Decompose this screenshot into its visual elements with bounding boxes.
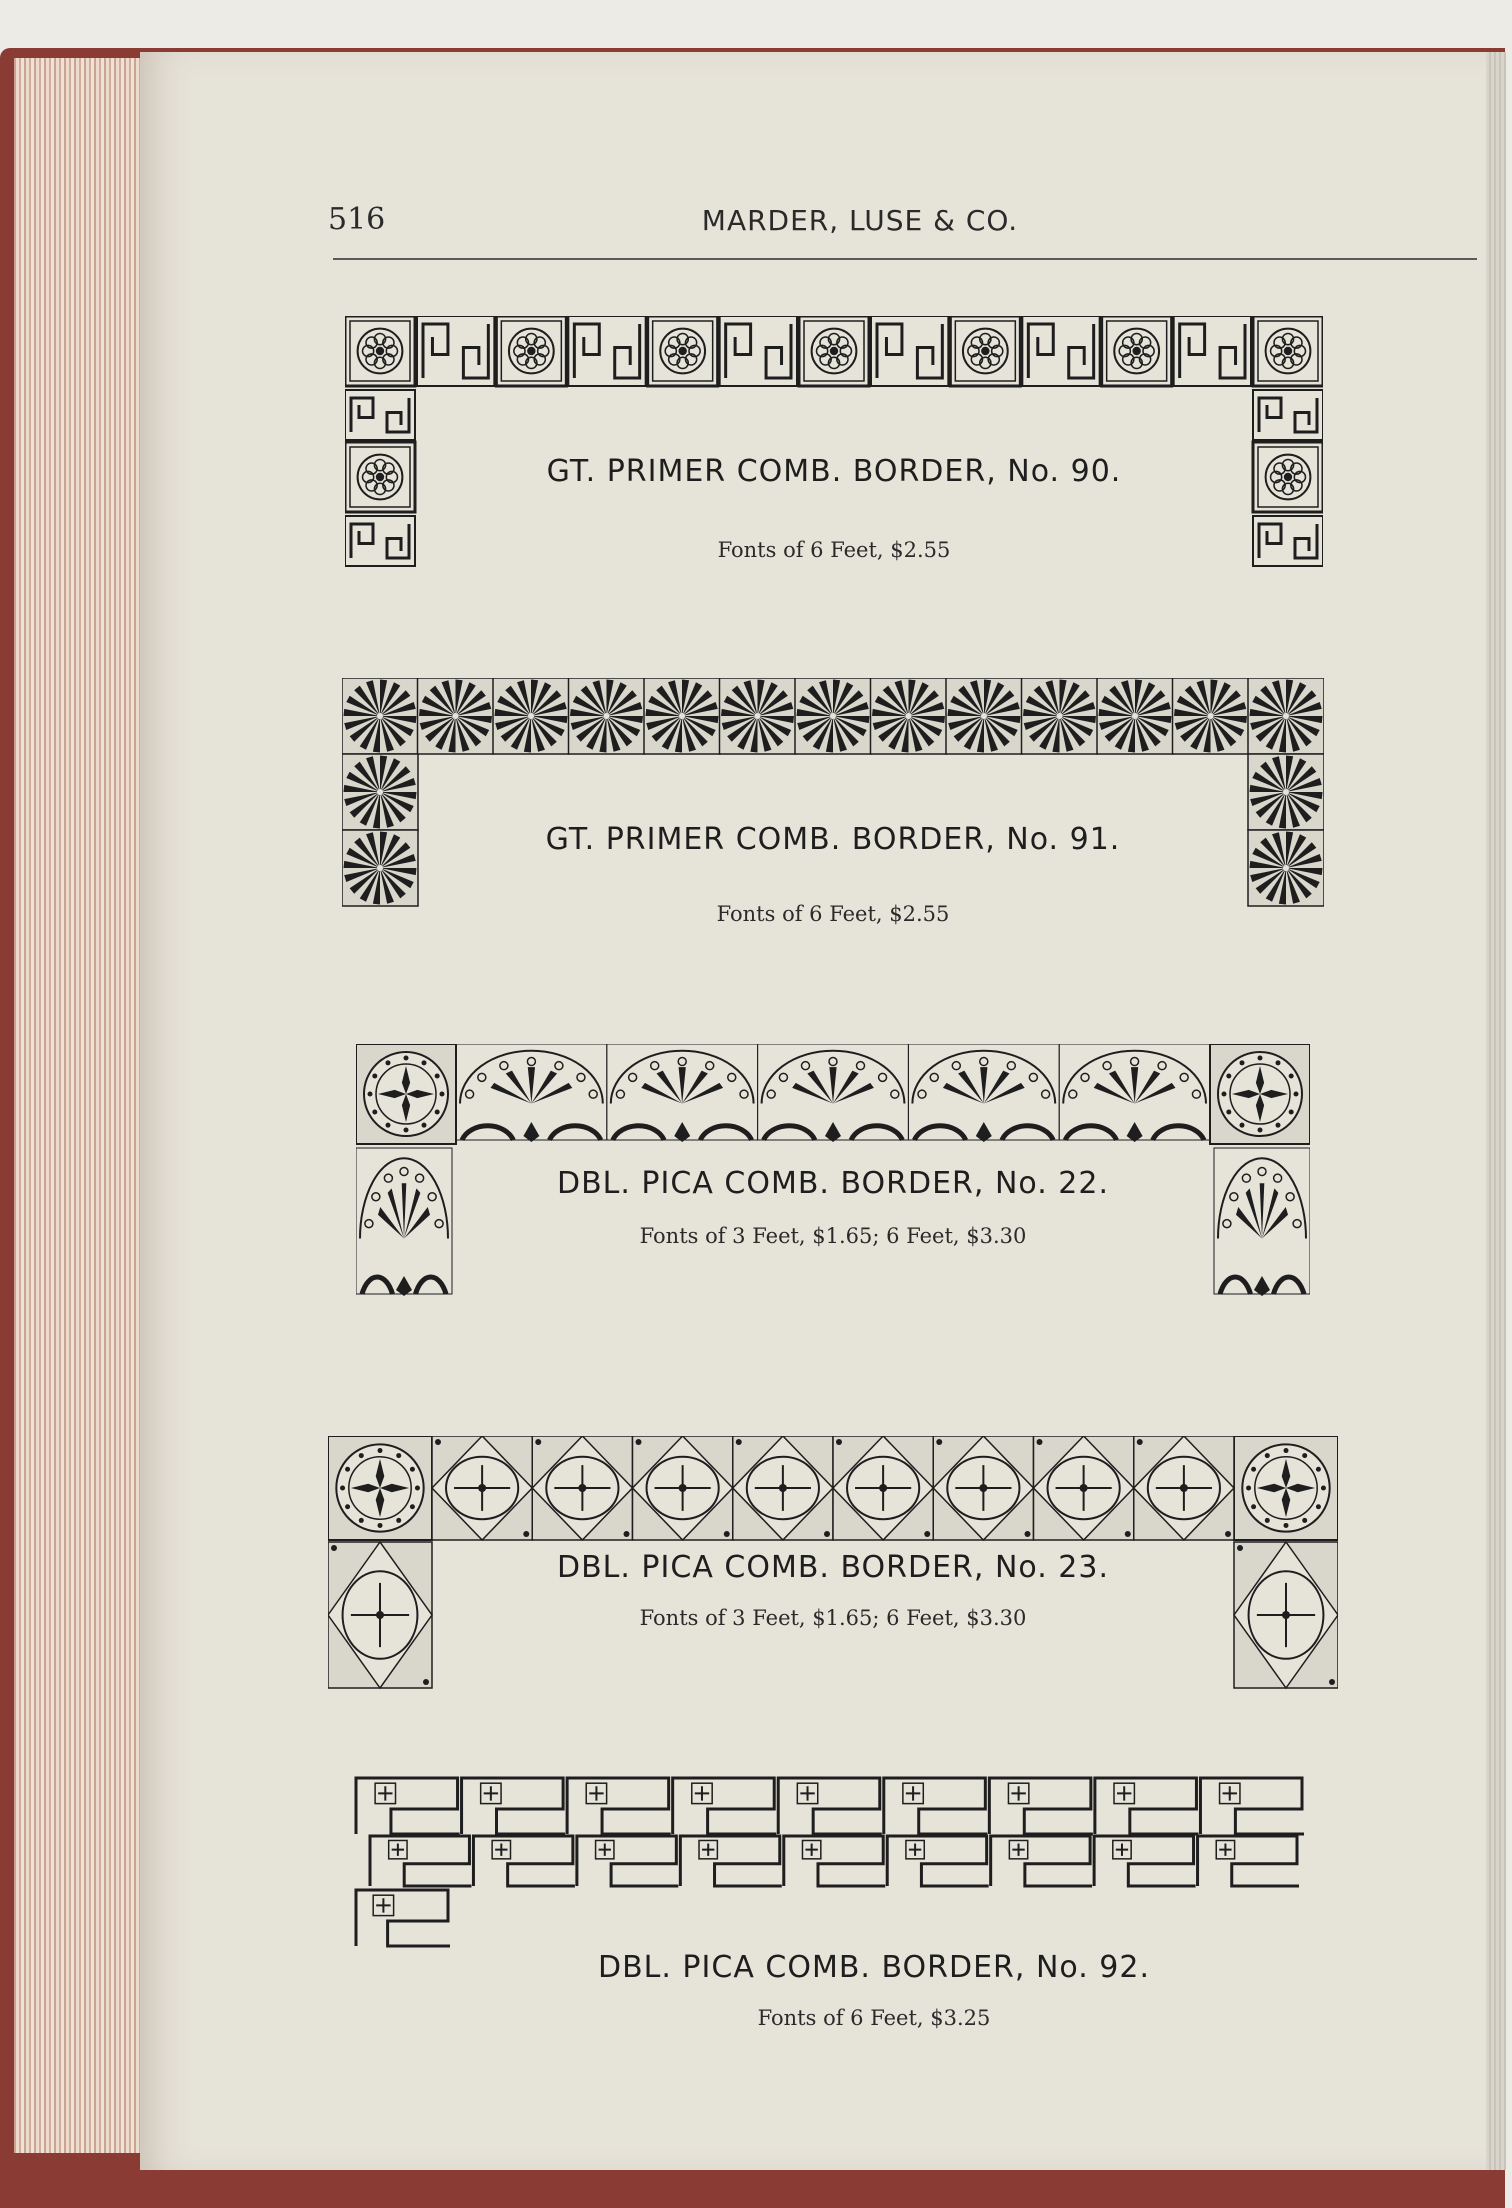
- border-ornament-92: [354, 1776, 1314, 2038]
- specimen-title: GT. PRIMER COMB. BORDER, No. 91.: [545, 822, 1121, 857]
- border-specimen-90: [345, 316, 1323, 596]
- border-specimen-23: [328, 1436, 1338, 1694]
- page-edges: [14, 58, 146, 2153]
- specimen-price: Fonts of 3 Feet, $1.65; 6 Feet, $3.30: [639, 1606, 1027, 1630]
- page-content: [140, 52, 1486, 2170]
- border-specimen-91: [342, 678, 1324, 958]
- specimen-price: Fonts of 6 Feet, $2.55: [717, 538, 951, 562]
- specimen-title: GT. PRIMER COMB. BORDER, No. 90.: [546, 454, 1122, 489]
- right-page-edge: [1486, 52, 1506, 2170]
- specimen-title: DBL. PICA COMB. BORDER, No. 22.: [556, 1166, 1110, 1201]
- running-head: MARDER, LUSE & CO.: [701, 204, 1019, 237]
- specimen-price: Fonts of 3 Feet, $1.65; 6 Feet, $3.30: [639, 1224, 1027, 1248]
- specimen-title: DBL. PICA COMB. BORDER, No. 92.: [597, 1950, 1151, 1985]
- page-number: 516: [328, 202, 386, 237]
- border-specimen-22: [356, 1044, 1310, 1300]
- header-rule: [333, 258, 1477, 260]
- specimen-price: Fonts of 6 Feet, $3.25: [757, 2006, 991, 2030]
- border-specimen-92: [354, 1776, 1314, 2038]
- specimen-title: DBL. PICA COMB. BORDER, No. 23.: [556, 1550, 1110, 1585]
- specimen-price: Fonts of 6 Feet, $2.55: [716, 902, 950, 926]
